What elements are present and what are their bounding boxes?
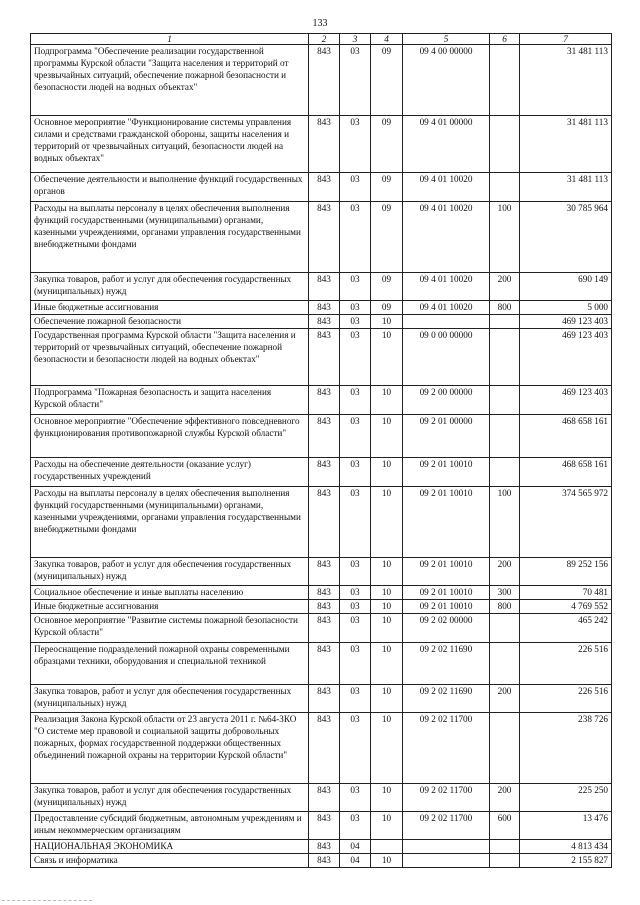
amount-cell: 2 155 827 xyxy=(520,854,612,868)
expense-type-cell xyxy=(490,458,520,487)
section-code-cell: 03 xyxy=(340,685,371,713)
target-article-cell: 09 2 01 10010 xyxy=(403,458,490,487)
item-name-cell: Основное мероприятие "Обеспечение эффективного повседневного функционирования противопожарной службы Курской области" xyxy=(31,415,309,458)
amount-cell: 31 481 113 xyxy=(520,173,612,202)
item-name-cell: Закупка товаров, работ и услуг для обеспечения государственных (муниципальных) нужд xyxy=(31,784,309,812)
subsection-code-cell: 10 xyxy=(371,614,403,643)
target-article-cell: 09 2 01 00000 xyxy=(403,415,490,458)
expense-type-cell xyxy=(490,173,520,202)
amount-cell: 226 516 xyxy=(520,643,612,685)
section-code-cell: 04 xyxy=(340,840,371,854)
ministry-code-cell: 843 xyxy=(309,301,340,315)
amount-cell: 226 516 xyxy=(520,685,612,713)
section-code-cell: 03 xyxy=(340,458,371,487)
column-number: 1 xyxy=(31,34,309,45)
table-row xyxy=(31,487,612,558)
item-name-cell: Предоставление субсидий бюджетным, автономным учреждениям и иным некоммерческим организациям xyxy=(31,812,309,840)
expense-type-cell xyxy=(490,614,520,643)
amount-cell: 4 769 552 xyxy=(520,600,612,614)
target-article-cell: 09 2 01 10010 xyxy=(403,487,490,558)
target-article-cell: 09 2 02 00000 xyxy=(403,614,490,643)
column-number: 5 xyxy=(403,34,490,45)
ministry-code-cell: 843 xyxy=(309,812,340,840)
table-row xyxy=(31,713,612,784)
subsection-code-cell: 09 xyxy=(371,202,403,273)
ministry-code-cell: 843 xyxy=(309,173,340,202)
ministry-code-cell: 843 xyxy=(309,614,340,643)
table-row xyxy=(31,301,612,315)
column-number: 2 xyxy=(309,34,340,45)
section-code-cell: 03 xyxy=(340,643,371,685)
ministry-code-cell: 843 xyxy=(309,458,340,487)
item-name-cell: Социальное обеспечение и иные выплаты населению xyxy=(31,586,309,600)
target-article-cell xyxy=(403,840,490,854)
expense-type-cell: 300 xyxy=(490,586,520,600)
expense-type-cell xyxy=(490,713,520,784)
ministry-code-cell: 843 xyxy=(309,315,340,329)
item-name-cell: Расходы на обеспечение деятельности (оказание услуг) государственных учреждений xyxy=(31,458,309,487)
subsection-code-cell: 10 xyxy=(371,685,403,713)
column-number: 4 xyxy=(371,34,403,45)
item-name-cell: Расходы на выплаты персоналу в целях обеспечения выполнения функций государственными (муниципальными) органами, казенными учреждениями, органами управления государственными внебюджетными фондами xyxy=(31,487,309,558)
budget-table xyxy=(30,33,612,868)
table-row xyxy=(31,812,612,840)
item-name-cell: Обеспечение пожарной безопасности xyxy=(31,315,309,329)
amount-cell: 469 123 403 xyxy=(520,315,612,329)
item-name-cell: НАЦИОНАЛЬНАЯ ЭКОНОМИКА xyxy=(31,840,309,854)
table-row xyxy=(31,840,612,854)
amount-cell: 469 123 403 xyxy=(520,386,612,415)
subsection-code-cell: 10 xyxy=(371,315,403,329)
target-article-cell xyxy=(403,854,490,868)
item-name-cell: Переоснащение подразделений пожарной охраны современными образцами техники, оборудования и специальной техникой xyxy=(31,643,309,685)
expense-type-cell: 800 xyxy=(490,301,520,315)
target-article-cell: 09 2 02 11690 xyxy=(403,685,490,713)
table-row xyxy=(31,600,612,614)
amount-cell: 374 565 972 xyxy=(520,487,612,558)
target-article-cell: 09 2 00 00000 xyxy=(403,386,490,415)
expense-type-cell: 100 xyxy=(490,487,520,558)
amount-cell: 468 658 161 xyxy=(520,415,612,458)
table-row xyxy=(31,415,612,458)
amount-cell: 225 250 xyxy=(520,784,612,812)
column-number: 7 xyxy=(520,34,612,45)
subsection-code-cell: 10 xyxy=(371,415,403,458)
subsection-code-cell xyxy=(371,840,403,854)
table-row xyxy=(31,116,612,173)
column-number: 6 xyxy=(490,34,520,45)
item-name-cell: Подпрограмма "Обеспечение реализации государственной программы Курской области "Защита населения и территорий от чрезвычайных ситуаций, обеспечение пожарной безопасности и безопасности людей на водных объектах" xyxy=(31,45,309,116)
ministry-code-cell: 843 xyxy=(309,643,340,685)
expense-type-cell xyxy=(490,116,520,173)
ministry-code-cell: 843 xyxy=(309,713,340,784)
target-article-cell: 09 4 01 10020 xyxy=(403,202,490,273)
table-row xyxy=(31,643,612,685)
amount-cell: 13 476 xyxy=(520,812,612,840)
target-article-cell: 09 2 02 11700 xyxy=(403,713,490,784)
subsection-code-cell: 10 xyxy=(371,558,403,586)
item-name-cell: Иные бюджетные ассигнования xyxy=(31,301,309,315)
table-row xyxy=(31,854,612,868)
section-code-cell: 03 xyxy=(340,558,371,586)
table-row xyxy=(31,784,612,812)
target-article-cell: 09 2 02 11690 xyxy=(403,643,490,685)
item-name-cell: Связь и информатика xyxy=(31,854,309,868)
item-name-cell: Закупка товаров, работ и услуг для обеспечения государственных (муниципальных) нужд xyxy=(31,558,309,586)
target-article-cell: 09 2 02 11700 xyxy=(403,812,490,840)
subsection-code-cell: 09 xyxy=(371,173,403,202)
target-article-cell: 09 0 00 00000 xyxy=(403,329,490,386)
subsection-code-cell: 10 xyxy=(371,487,403,558)
expense-type-cell: 200 xyxy=(490,685,520,713)
subsection-code-cell: 10 xyxy=(371,458,403,487)
target-article-cell: 09 2 02 11700 xyxy=(403,784,490,812)
subsection-code-cell: 10 xyxy=(371,784,403,812)
target-article-cell: 09 4 01 10020 xyxy=(403,301,490,315)
ministry-code-cell: 843 xyxy=(309,600,340,614)
column-number-row xyxy=(31,34,612,45)
amount-cell: 70 481 xyxy=(520,586,612,600)
ministry-code-cell: 843 xyxy=(309,202,340,273)
target-article-cell: 09 2 01 10010 xyxy=(403,600,490,614)
section-code-cell: 03 xyxy=(340,487,371,558)
target-article-cell: 09 2 01 10010 xyxy=(403,586,490,600)
table-row xyxy=(31,458,612,487)
ministry-code-cell: 843 xyxy=(309,415,340,458)
table-row xyxy=(31,173,612,202)
expense-type-cell xyxy=(490,386,520,415)
ministry-code-cell: 843 xyxy=(309,558,340,586)
target-article-cell: 09 4 01 10020 xyxy=(403,273,490,301)
section-code-cell: 03 xyxy=(340,329,371,386)
ministry-code-cell: 843 xyxy=(309,273,340,301)
amount-cell: 31 481 113 xyxy=(520,116,612,173)
section-code-cell: 03 xyxy=(340,614,371,643)
item-name-cell: Закупка товаров, работ и услуг для обеспечения государственных (муниципальных) нужд xyxy=(31,685,309,713)
ministry-code-cell: 843 xyxy=(309,854,340,868)
subsection-code-cell: 10 xyxy=(371,812,403,840)
expense-type-cell xyxy=(490,45,520,116)
ministry-code-cell: 843 xyxy=(309,840,340,854)
amount-cell: 89 252 156 xyxy=(520,558,612,586)
page-number: 133 xyxy=(312,18,328,29)
target-article-cell xyxy=(403,315,490,329)
ministry-code-cell: 843 xyxy=(309,386,340,415)
item-name-cell: Основное мероприятие "Развитие системы пожарной безопасности Курской области" xyxy=(31,614,309,643)
expense-type-cell xyxy=(490,643,520,685)
expense-type-cell: 200 xyxy=(490,784,520,812)
section-code-cell: 03 xyxy=(340,784,371,812)
scan-artifact xyxy=(2,898,92,901)
section-code-cell: 03 xyxy=(340,202,371,273)
section-code-cell: 03 xyxy=(340,273,371,301)
ministry-code-cell: 843 xyxy=(309,329,340,386)
expense-type-cell: 800 xyxy=(490,600,520,614)
expense-type-cell: 200 xyxy=(490,558,520,586)
subsection-code-cell: 10 xyxy=(371,600,403,614)
expense-type-cell xyxy=(490,854,520,868)
table-body xyxy=(31,45,612,868)
ministry-code-cell: 843 xyxy=(309,685,340,713)
target-article-cell: 09 4 00 00000 xyxy=(403,45,490,116)
section-code-cell: 03 xyxy=(340,386,371,415)
subsection-code-cell: 10 xyxy=(371,586,403,600)
table-row xyxy=(31,386,612,415)
table-row xyxy=(31,685,612,713)
amount-cell: 30 785 964 xyxy=(520,202,612,273)
section-code-cell: 03 xyxy=(340,415,371,458)
ministry-code-cell: 843 xyxy=(309,45,340,116)
amount-cell: 31 481 113 xyxy=(520,45,612,116)
expense-type-cell: 100 xyxy=(490,202,520,273)
section-code-cell: 03 xyxy=(340,586,371,600)
target-article-cell: 09 4 01 10020 xyxy=(403,173,490,202)
section-code-cell: 03 xyxy=(340,45,371,116)
amount-cell: 465 242 xyxy=(520,614,612,643)
table-row xyxy=(31,315,612,329)
amount-cell: 4 813 434 xyxy=(520,840,612,854)
table-row xyxy=(31,273,612,301)
item-name-cell: Государственная программа Курской области "Защита населения и территорий от чрезвычайных ситуаций, обеспечение пожарной безопасности и безопасности людей на водных объектах" xyxy=(31,329,309,386)
amount-cell: 469 123 403 xyxy=(520,329,612,386)
target-article-cell: 09 2 01 10010 xyxy=(403,558,490,586)
expense-type-cell: 600 xyxy=(490,812,520,840)
section-code-cell: 03 xyxy=(340,812,371,840)
expense-type-cell xyxy=(490,415,520,458)
subsection-code-cell: 10 xyxy=(371,386,403,415)
amount-cell: 238 726 xyxy=(520,713,612,784)
ministry-code-cell: 843 xyxy=(309,784,340,812)
amount-cell: 690 149 xyxy=(520,273,612,301)
item-name-cell: Расходы на выплаты персоналу в целях обеспечения выполнения функций государственными (муниципальными) органами, казенными учреждениями, органами управления государственными внебюджетными фондами xyxy=(31,202,309,273)
column-number: 3 xyxy=(340,34,371,45)
item-name-cell: Реализация Закона Курской области от 23 августа 2011 г. №64-ЗКО "О системе мер правовой и социальной защиты добровольных пожарных, формах государственной поддержки общественных объединений пожарной охраны на территории Курской области" xyxy=(31,713,309,784)
table-row xyxy=(31,45,612,116)
item-name-cell: Закупка товаров, работ и услуг для обеспечения государственных (муниципальных) нужд xyxy=(31,273,309,301)
table-row xyxy=(31,586,612,600)
item-name-cell: Обеспечение деятельности и выполнение функций государственных органов xyxy=(31,173,309,202)
ministry-code-cell: 843 xyxy=(309,116,340,173)
expense-type-cell xyxy=(490,840,520,854)
subsection-code-cell: 10 xyxy=(371,329,403,386)
section-code-cell: 03 xyxy=(340,713,371,784)
section-code-cell: 03 xyxy=(340,600,371,614)
subsection-code-cell: 09 xyxy=(371,45,403,116)
item-name-cell: Иные бюджетные ассигнования xyxy=(31,600,309,614)
subsection-code-cell: 10 xyxy=(371,643,403,685)
section-code-cell: 03 xyxy=(340,116,371,173)
subsection-code-cell: 09 xyxy=(371,273,403,301)
expense-type-cell xyxy=(490,329,520,386)
table-row xyxy=(31,329,612,386)
amount-cell: 5 000 xyxy=(520,301,612,315)
expense-type-cell: 200 xyxy=(490,273,520,301)
table-row xyxy=(31,558,612,586)
amount-cell: 468 658 161 xyxy=(520,458,612,487)
item-name-cell: Подпрограмма "Пожарная безопасность и защита населения Курской области" xyxy=(31,386,309,415)
subsection-code-cell: 09 xyxy=(371,116,403,173)
section-code-cell: 03 xyxy=(340,301,371,315)
item-name-cell: Основное мероприятие "Функционирование системы управления силами и средствами гражданской обороны, защиты населения и территорий от чрезвычайных ситуаций, безопасности людей на водных объектах" xyxy=(31,116,309,173)
section-code-cell: 04 xyxy=(340,854,371,868)
table-row xyxy=(31,614,612,643)
subsection-code-cell: 10 xyxy=(371,854,403,868)
target-article-cell: 09 4 01 00000 xyxy=(403,116,490,173)
section-code-cell: 03 xyxy=(340,315,371,329)
expense-type-cell xyxy=(490,315,520,329)
section-code-cell: 03 xyxy=(340,173,371,202)
subsection-code-cell: 09 xyxy=(371,301,403,315)
ministry-code-cell: 843 xyxy=(309,586,340,600)
subsection-code-cell: 10 xyxy=(371,713,403,784)
ministry-code-cell: 843 xyxy=(309,487,340,558)
table-row xyxy=(31,202,612,273)
